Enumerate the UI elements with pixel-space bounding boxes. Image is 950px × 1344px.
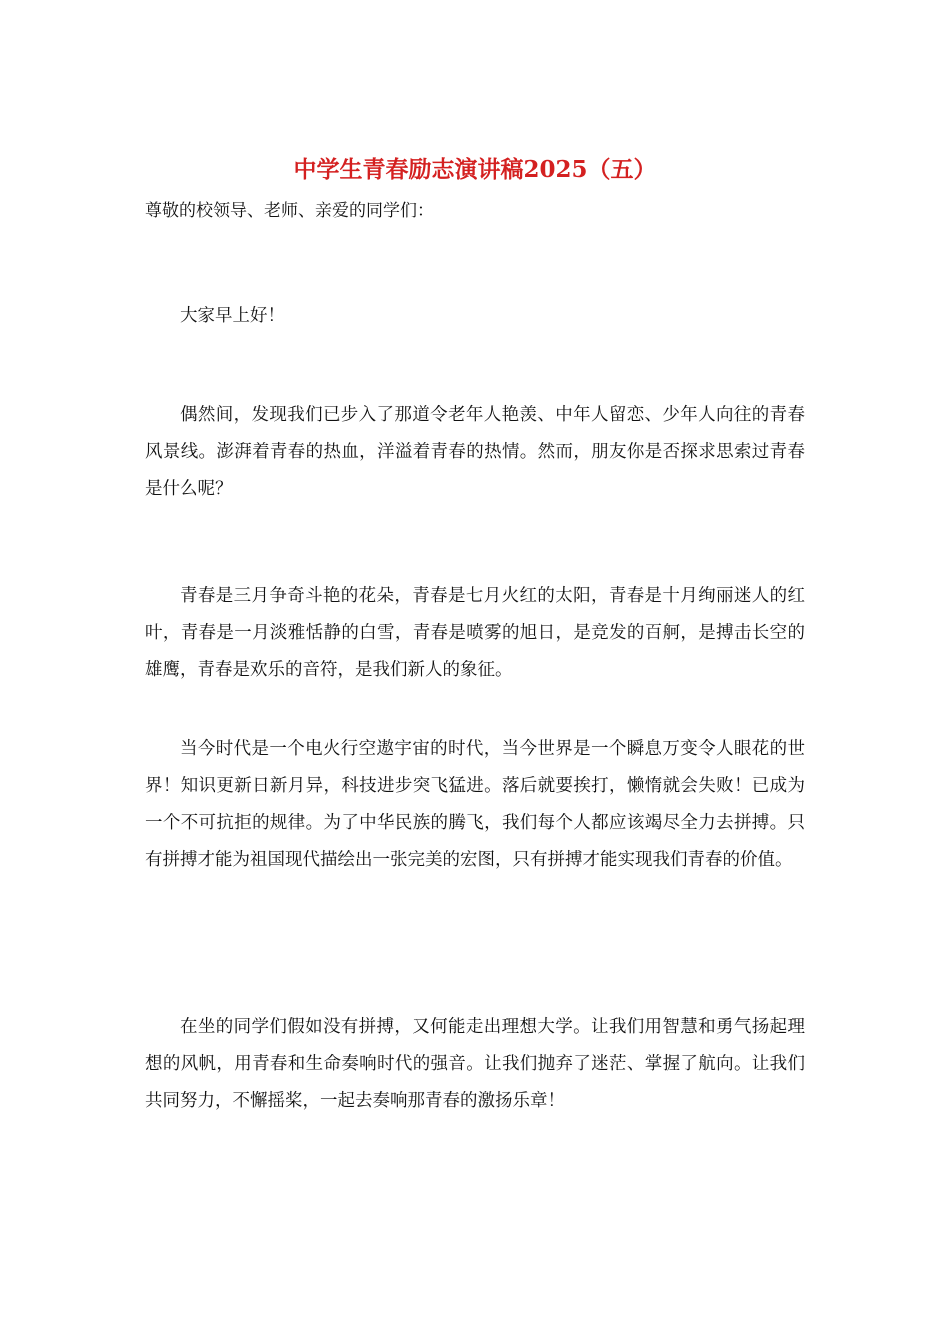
salutation: 尊敬的校领导、老师、亲爱的同学们： xyxy=(145,201,434,221)
paragraph-4: 在坐的同学们假如没有拼搏，又何能走出理想大学。让我们用智慧和勇气扬起理想的风帆，用青春和生命奏响时代的强音。让我们抛弃了迷茫、掌握了航向。让我们共同努力，不懈摇桨，一起去奏响那青春的激扬乐章！ xyxy=(145,1017,805,1111)
paragraph-1: 偶然间，发现我们已步入了那道令老年人艳羡、中年人留恋、少年人向往的青春风景线。澎湃着青春的热血，洋溢着青春的热情。然而，朋友你是否探求思索过青春是什么呢？ xyxy=(145,405,805,499)
paragraph-2: 青春是三月争奇斗艳的花朵，青春是七月火红的太阳，青春是十月绚丽迷人的红叶，青春是一月淡雅恬静的白雪，青春是喷雾的旭日，是竞发的百舸，是搏击长空的雄鹰，青春是欢乐的音符，是我们新人的象征。 xyxy=(145,586,805,680)
paragraph-greeting: 大家早上好！ xyxy=(180,306,285,326)
document-title: 中学生青春励志演讲稿2025（五） xyxy=(293,156,657,183)
paragraph-3: 当今时代是一个电火行空遨宇宙的时代，当今世界是一个瞬息万变令人眼花的世界！知识更新日新月异，科技进步突飞猛进。落后就要挨打，懒惰就会失败！已成为一个不可抗拒的规律。为了中华民族的腾飞，我们每个人都应该竭尽全力去拼搏。只有拼搏才能为祖国现代描绘出一张完美的宏图，只有拼搏才能实现我们青春的价值。 xyxy=(145,739,805,870)
